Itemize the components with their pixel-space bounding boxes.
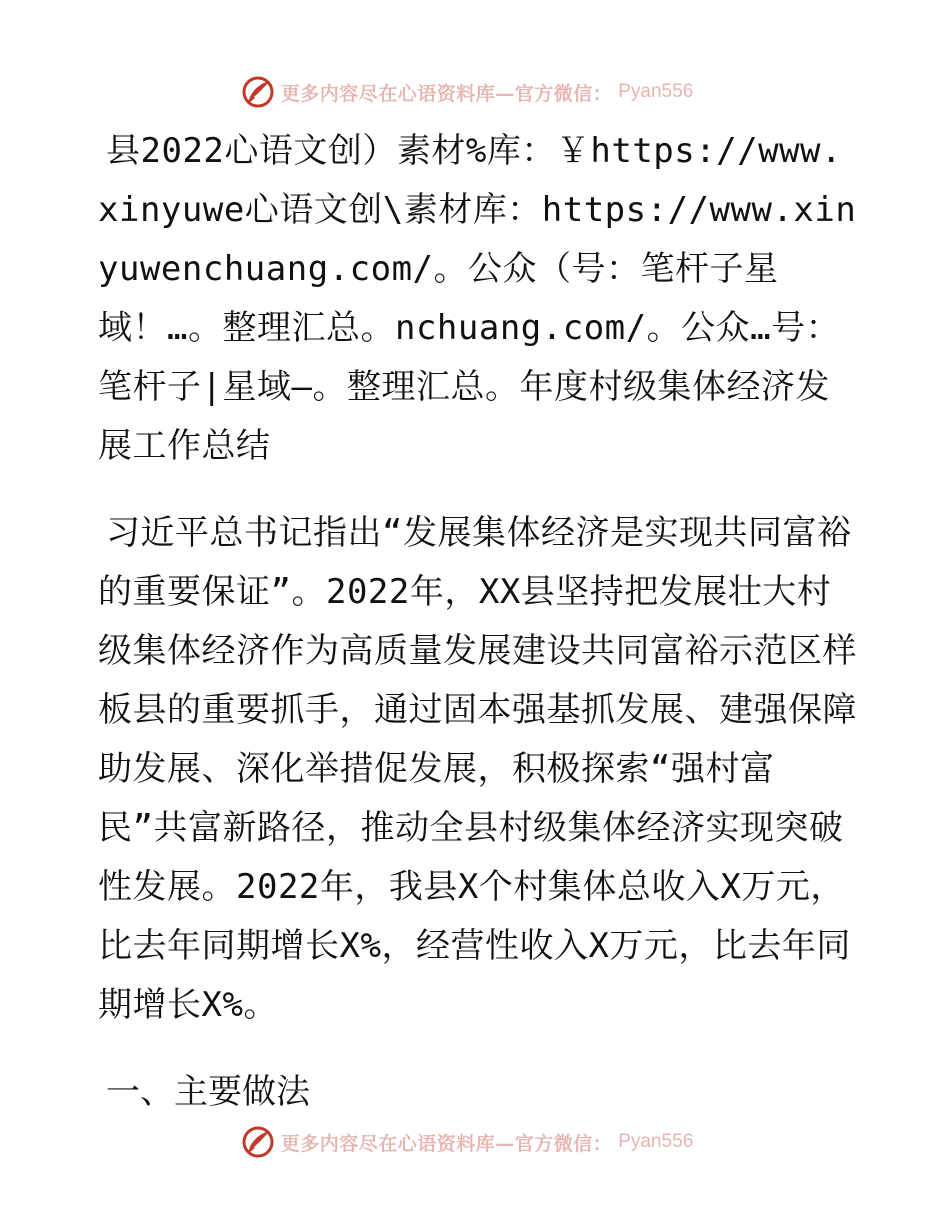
- footer-watermark-handle: Pyan556: [618, 1131, 694, 1152]
- header-watermark-handle: Pyan556: [618, 81, 694, 102]
- header-watermark-text: 更多内容尽在心语资料库—官方微信：: [280, 82, 613, 105]
- document-body: [98, 122, 858, 1122]
- brush-logo-icon: [241, 75, 275, 109]
- header-watermark-banner: [0, 72, 950, 112]
- brush-logo-icon: [241, 1125, 275, 1159]
- body-paragraph: 习近平总书记指出“发展集体经济是实现共同富裕的重要保证”。2022年，XX县坚持把发展壮大村级集体经济作为高质量发展建设共同富裕示范区样板县的重要抓手，通过固本强基抓发展、建强保障助发展、深化举措促发展，积极探索“强村富民”共富新路径，推动全县村级集体经济实现突破性发展。2022年，我县X个村集体总收入X万元，比去年同期增长X%，经营性收入X万元，比去年同期增长X%。: [98, 513, 857, 1025]
- section-heading: 一、主要做法: [106, 1072, 310, 1112]
- intro-paragraph: 县2022心语文创）素材%库：￥https://www.xinyuwe心语文创\素材库：https://www.xinyuwenchuang.com/。公众（号：笔杆子星域！…。整理汇总。nchuang.com/。公众…号：笔杆子|星域—。整理汇总。年度村级集体经济发展工作总结: [98, 131, 857, 466]
- footer-watermark-banner: [0, 1122, 950, 1162]
- footer-watermark-text: 更多内容尽在心语资料库—官方微信：: [280, 1132, 613, 1155]
